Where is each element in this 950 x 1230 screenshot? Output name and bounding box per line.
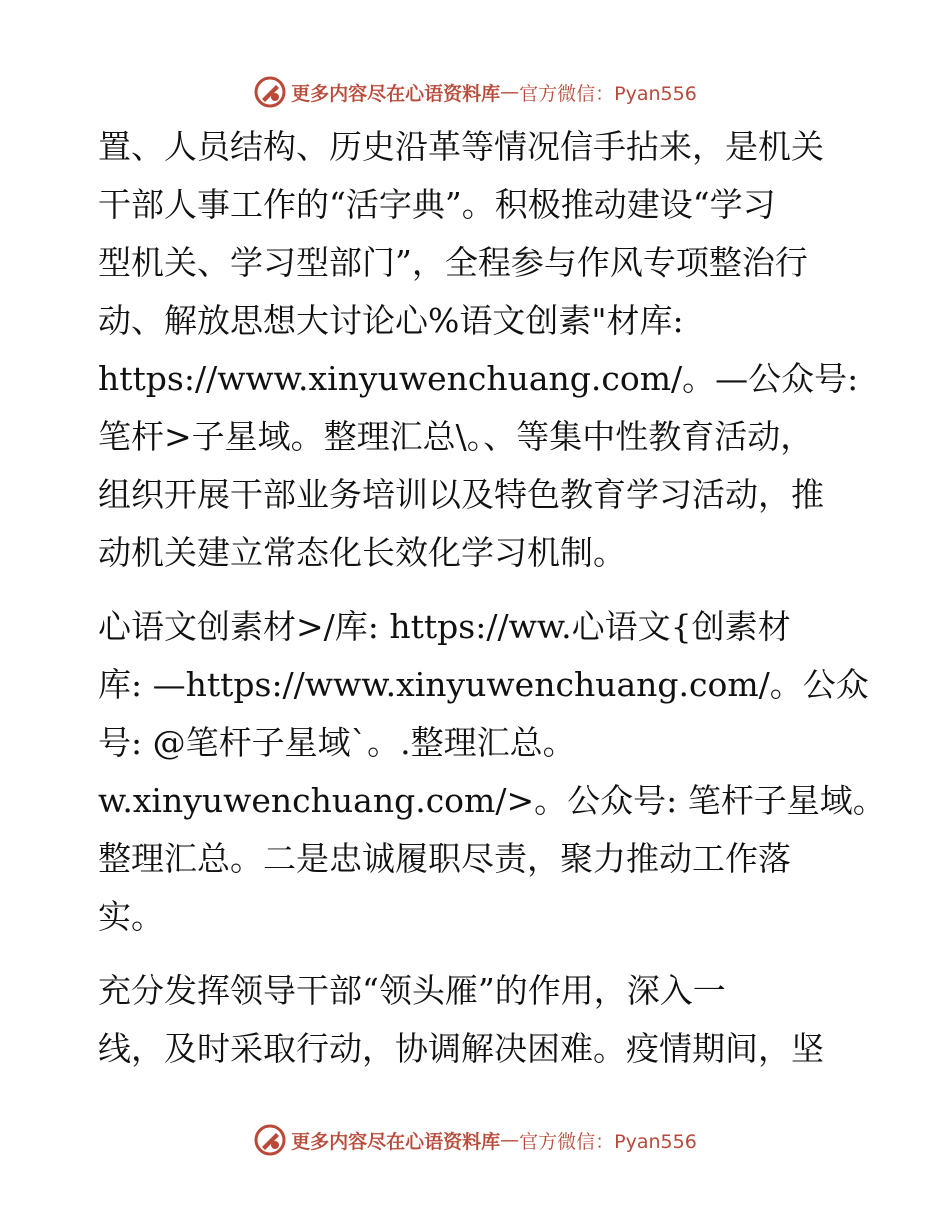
paragraph-3 xyxy=(98,962,858,1078)
text-line: 型机关、学习型部门”，全程参与作风专项整治行 xyxy=(98,243,808,282)
text-line: 干部人事工作的“活字典”。积极推动建设“学习 xyxy=(98,185,776,224)
text-line: 组织开展干部业务培训以及特色教育学习活动，推 xyxy=(98,475,824,514)
text-line: 动、解放思想大讨论心%语文创素"材库: xyxy=(98,301,684,340)
text-line: 号: @笔杆子星域`。.整理汇总。 xyxy=(98,723,576,762)
header-dash: — xyxy=(500,81,520,103)
text-line: 线，及时采取行动，协调解决困难。疫情期间，坚 xyxy=(98,1029,824,1068)
paragraph-gap xyxy=(98,582,858,598)
footer-dash: — xyxy=(500,1129,520,1151)
paragraph-gap xyxy=(98,946,858,962)
footer-wechat: 官方微信：Pyan556 xyxy=(519,1130,697,1153)
text-line: 动机关建立常态化长效化学习机制。 xyxy=(98,533,626,572)
text-line: 充分发挥领导干部“领头雁”的作用，深入一 xyxy=(98,971,726,1010)
header-wechat: 官方微信：Pyan556 xyxy=(519,82,697,105)
footer-banner xyxy=(0,1120,950,1160)
paragraph-1 xyxy=(98,118,858,582)
pen-seal-icon xyxy=(253,75,287,109)
header-brand-text: 更多内容尽在心语资料库 xyxy=(291,82,501,105)
text-line: 库: —https://www.xinyuwenchuang.com/。公众 xyxy=(98,665,869,704)
header-banner xyxy=(0,72,950,112)
text-line: 置、人员结构、历史沿革等情况信手拈来，是机关 xyxy=(98,127,824,166)
text-line: 实。 xyxy=(98,897,164,936)
text-line: https://www.xinyuwenchuang.com/。—公众号: xyxy=(98,359,859,398)
text-line: 整理汇总。二是忠诚履职尽责，聚力推动工作落 xyxy=(98,839,791,878)
footer-brand-text: 更多内容尽在心语资料库 xyxy=(291,1130,501,1153)
pen-seal-icon xyxy=(253,1123,287,1157)
text-line: 心语文创素材>/库: https://ww.心语文{创素材 xyxy=(98,607,791,646)
document-body xyxy=(98,118,886,1078)
text-line: w.xinyuwenchuang.com/>。公众号: 笔杆子星域。 xyxy=(98,781,886,820)
paragraph-2 xyxy=(98,598,886,946)
text-line: 笔杆>子星域。整理汇总\。、等集中性教育活动， xyxy=(98,417,814,456)
